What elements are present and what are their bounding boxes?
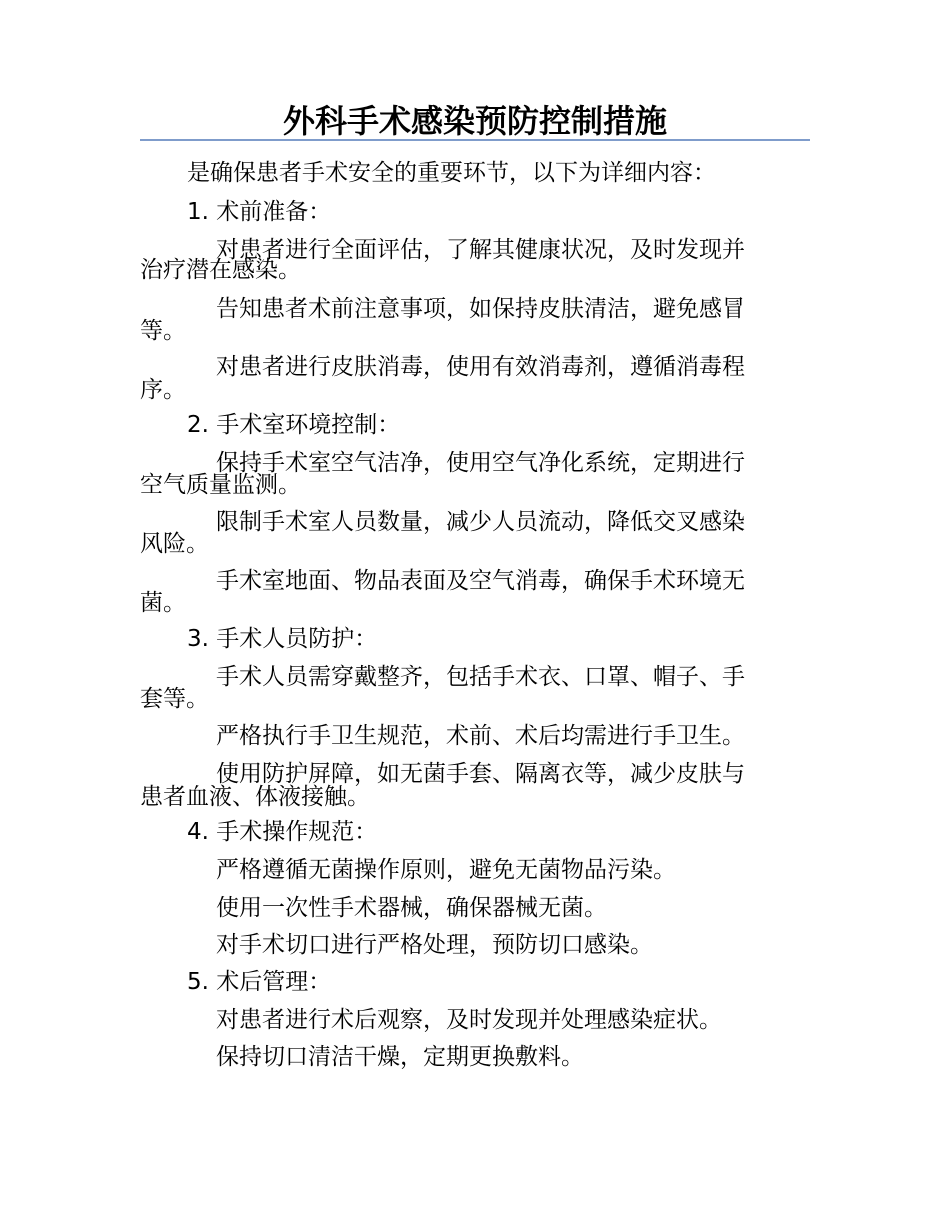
section-heading-5: 5. 术后管理： (187, 969, 332, 995)
section-4-item-3-line-1: 对手术切口进行严格处理，预防切口感染。 (216, 932, 653, 958)
section-1-item-1-line-1: 对患者进行全面评估，了解其健康状况，及时发现并 (216, 237, 745, 263)
section-3-item-3-line-1: 使用防护屏障，如无菌手套、隔离衣等，减少皮肤与 (216, 761, 745, 787)
section-4-item-1-line-1: 严格遵循无菌操作原则，避免无菌物品污染。 (216, 857, 676, 883)
section-3-item-1-line-2: 套等。 (140, 686, 209, 712)
section-2-item-2-line-1: 限制手术室人员数量，减少人员流动，降低交叉感染 (216, 509, 745, 535)
section-1-item-1-line-2: 治疗潜在感染。 (140, 257, 301, 283)
section-3-item-2-line-1: 严格执行手卫生规范，术前、术后均需进行手卫生。 (216, 723, 745, 749)
section-1-item-2-line-2: 等。 (140, 318, 186, 344)
section-3-item-3-line-2: 患者血液、体液接触。 (140, 784, 370, 810)
section-heading-1: 1. 术前准备： (187, 199, 332, 225)
document-title: 外科手术感染预防控制措施 (282, 102, 667, 140)
section-heading-3: 3. 手术人员防护： (187, 626, 378, 652)
section-2-item-3-line-2: 菌。 (140, 590, 186, 616)
section-1-item-3-line-2: 序。 (140, 377, 186, 403)
section-heading-2: 2. 手术室环境控制： (187, 412, 401, 438)
title-underline (140, 139, 810, 141)
section-2-item-3-line-1: 手术室地面、物品表面及空气消毒，确保手术环境无 (216, 568, 745, 594)
section-4-item-2-line-1: 使用一次性手术器械，确保器械无菌。 (216, 895, 607, 921)
section-2-item-1-line-2: 空气质量监测。 (140, 472, 301, 498)
section-1-item-2-line-1: 告知患者术前注意事项，如保持皮肤清洁，避免感冒 (216, 296, 745, 322)
section-3-item-1-line-1: 手术人员需穿戴整齐，包括手术衣、口罩、帽子、手 (216, 664, 745, 690)
intro-paragraph: 是确保患者手术安全的重要环节，以下为详细内容： (187, 160, 716, 186)
section-5-item-1-line-1: 对患者进行术后观察，及时发现并处理感染症状。 (216, 1007, 722, 1033)
section-2-item-2-line-2: 风险。 (140, 531, 209, 557)
section-heading-4: 4. 手术操作规范： (187, 819, 378, 845)
section-2-item-1-line-1: 保持手术室空气洁净，使用空气净化系统，定期进行 (216, 450, 745, 476)
section-1-item-3-line-1: 对患者进行皮肤消毒，使用有效消毒剂，遵循消毒程 (216, 354, 745, 380)
section-5-item-2-line-1: 保持切口清洁干燥，定期更换敷料。 (216, 1044, 584, 1070)
